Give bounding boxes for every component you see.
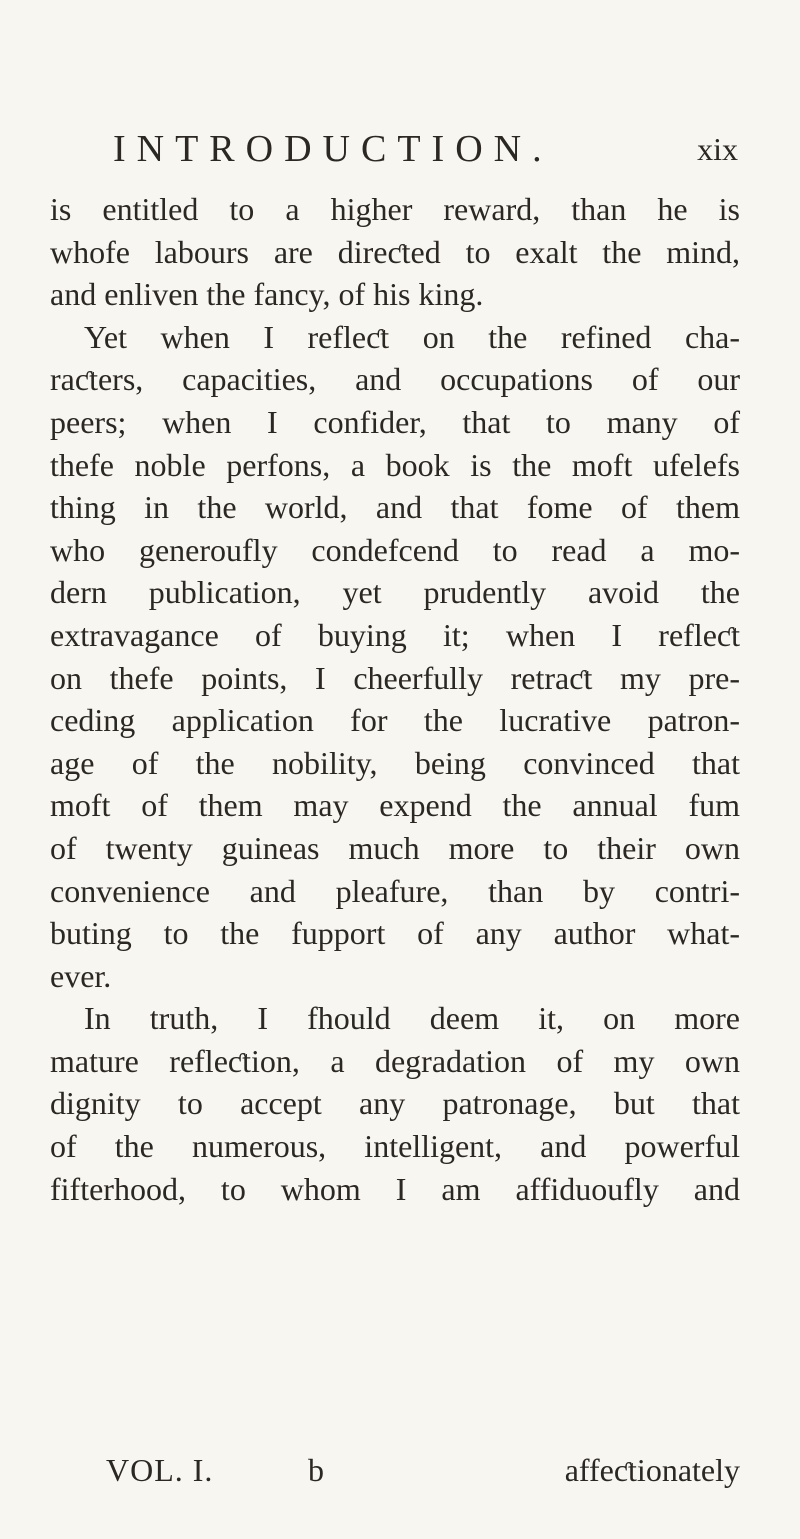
text-line: dern publication, yet prudently avoid the: [50, 574, 740, 611]
page-number: xix: [697, 131, 738, 167]
text-line: thing in the world, and that fome of them: [50, 489, 740, 526]
text-line: peers; when I confider, that to many of: [50, 403, 740, 440]
text-line: ceding application for the lucrative patron-: [50, 702, 740, 739]
text-line: convenience and pleafure, than by contri-: [50, 872, 740, 909]
text-line: who generoufly condefcend to read a mo-: [50, 531, 740, 568]
text-line: ever.: [50, 957, 112, 994]
signature-mark: b: [308, 1452, 324, 1488]
text-line: of the numerous, intelligent, and powerful: [50, 1128, 740, 1165]
text-line: of twenty guineas much more to their own: [50, 829, 740, 866]
text-line: raƈters, capacities, and occupations of our: [50, 361, 740, 398]
text-line: age of the nobility, being convinced that: [50, 744, 740, 781]
text-line: and enliven the fancy, of his king.: [50, 276, 484, 313]
text-line: dignity to accept any patronage, but that: [50, 1085, 740, 1122]
text-line: buting to the fupport of any author what-: [50, 915, 740, 952]
page-footer: [106, 1448, 740, 1492]
catchword: affeƈtionately: [564, 1452, 740, 1488]
text-line: on thefe points, I cheerfully retraƈt my pre-: [50, 659, 740, 696]
text-line: Yet when I refleƈt on the refined cha-: [84, 318, 740, 355]
text-line: moft of them may expend the annual fum: [50, 787, 740, 824]
running-head: INTRODUCTION.: [113, 128, 553, 170]
body-text: [50, 188, 740, 1210]
text-line: whofe labours are direƈted to exalt the mind,: [50, 233, 740, 270]
text-line: is entitled to a higher reward, than he is: [50, 191, 740, 227]
text-line: In truth, I fhould deem it, on more: [84, 1000, 740, 1037]
page-header: [113, 124, 738, 174]
text-line: extravagance of buying it; when I refleƈt: [50, 616, 740, 653]
text-line: thefe noble perfons, a book is the moft ufelefs: [50, 446, 740, 483]
volume-label: VOL. I.: [106, 1452, 214, 1488]
text-line: fifterhood, to whom I am affiduoufly and: [50, 1170, 740, 1207]
text-line: mature refleƈtion, a degradation of my own: [50, 1042, 740, 1079]
